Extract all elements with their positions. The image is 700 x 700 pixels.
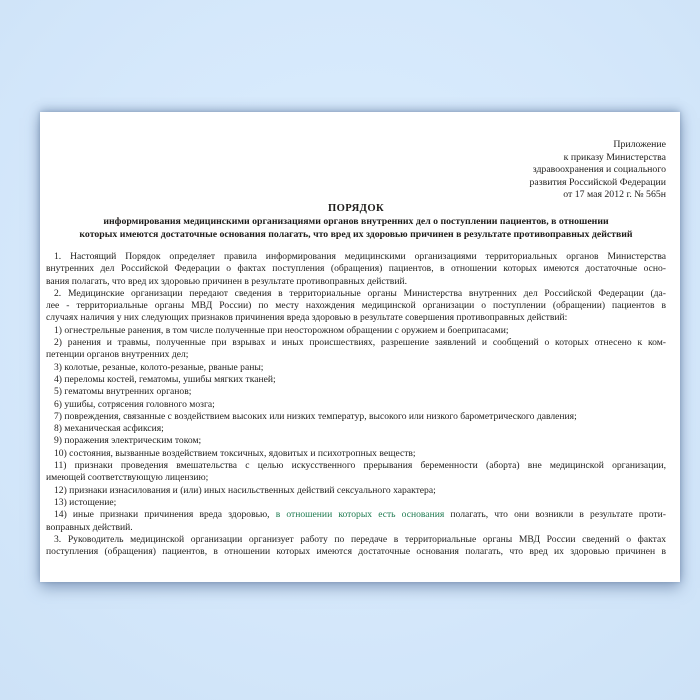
body-line	[46, 460, 666, 472]
body-line	[46, 362, 666, 374]
body-text: лее - территориальные органы МВД России) по месту нахождения медицинской организации о поступлении (обращении) пациентов в	[46, 300, 666, 312]
annex-block	[46, 139, 666, 202]
body-text: 13) истощение;	[54, 496, 117, 508]
body-text: случаях наличия у них следующих признаков причинения вреда здоровью в результате совершения противоправных действий:	[46, 312, 568, 324]
body-line	[46, 497, 666, 509]
body-line	[46, 534, 666, 546]
body-line	[46, 325, 666, 337]
body-line	[46, 263, 666, 275]
body-line	[46, 300, 666, 312]
annex-line: развития Российской Федерации	[529, 176, 666, 188]
body-text: 9) поражения электрическим током;	[54, 435, 202, 447]
document-body	[46, 251, 666, 558]
body-line	[46, 522, 666, 534]
body-text: 2) ранения и травмы, полученные при взрывах и иных происшествиях, разрешение заявлений и сообщений о которых отнесено к ком-	[54, 337, 666, 349]
document-subtitle	[46, 215, 666, 241]
subtitle-line: которых имеются достаточные основания полагать, что вред их здоровью причинен в результате противоправных действий	[79, 228, 633, 240]
body-text: 1) огнестрельные ранения, в том числе полученные при неосторожном обращении с оружием и боеприпасами;	[54, 324, 509, 336]
document-page	[40, 112, 680, 582]
body-text: воправных действий.	[46, 521, 133, 533]
body-text: 1. Настоящий Порядок определяет правила информирования медицинскими организациями территориальных органов Министерства	[54, 250, 666, 262]
body-line	[46, 546, 666, 558]
body-line	[46, 312, 666, 324]
subtitle-line: информирования медицинскими организациями органов внутренних дел о поступлении пациентов, в отношении	[103, 215, 609, 227]
annex-line: здравоохранения и социального	[532, 164, 666, 176]
body-line	[46, 349, 666, 361]
body-text: полагать, что они возникли в результате проти-	[444, 509, 666, 521]
body-text: 14) иные признаки причинения вреда здоровью,	[54, 509, 276, 521]
body-line	[46, 509, 666, 521]
body-text: внутренних дел Российской Федерации о фактах поступления (обращения) пациентов, в отношении которых имеются достаточные осно-	[46, 263, 666, 275]
body-text: 12) признаки изнасилования и (или) иных насильственных действий сексуального характера;	[54, 484, 436, 496]
body-line	[46, 485, 666, 497]
body-line	[46, 435, 666, 447]
body-line	[46, 423, 666, 435]
document-heading: ПОРЯДОК	[327, 202, 385, 214]
annex-line: к приказу Министерства	[563, 151, 666, 163]
body-line	[46, 374, 666, 386]
body-text: 2. Медицинские организации передают сведения в территориальные органы Министерства внутренних дел Российской Федерации (да-	[54, 287, 666, 299]
body-line	[46, 448, 666, 460]
body-line	[46, 472, 666, 484]
body-line	[46, 251, 666, 263]
body-text: 8) механическая асфиксия;	[54, 423, 164, 435]
body-text: 5) гематомы внутренних органов;	[54, 386, 192, 398]
body-text: 6) ушибы, сотрясения головного мозга;	[54, 398, 215, 410]
body-line	[46, 411, 666, 423]
body-text: 7) повреждения, связанные с воздействием высоких или низких температур, высокого или низкого барометрического давления;	[54, 410, 577, 422]
body-text: имеющей соответствующую лицензию;	[46, 472, 209, 484]
body-line	[46, 399, 666, 411]
body-line	[46, 337, 666, 349]
body-text: 10) состояния, вызванные воздействием токсичных, ядовитых и психотропных веществ;	[54, 447, 416, 459]
body-text: 4) переломы костей, гематомы, ушибы мягких тканей;	[54, 373, 276, 385]
highlighted-text: в отношении которых есть основания	[275, 509, 445, 521]
body-text: вания полагать, что вред их здоровью причинен в результате противоправных действий.	[46, 275, 407, 287]
annex-line: от 17 мая 2012 г. № 565н	[563, 189, 666, 201]
body-text: петенции органов внутренних дел;	[46, 349, 189, 361]
body-line	[46, 386, 666, 398]
annex-line: Приложение	[613, 139, 666, 150]
body-text: 3) колотые, резаные, колото-резаные, рваные раны;	[54, 361, 264, 373]
body-text: 11) признаки проведения вмешательства с целью искусственного прерывания беременности (аборта) вне медицинской организации,	[54, 460, 666, 472]
body-line	[46, 288, 666, 300]
body-line	[46, 276, 666, 288]
body-text: 3. Руководитель медицинской организации организует работу по передаче в территориальные органы МВД России сведений о фактах	[54, 533, 666, 545]
body-text: поступления (обращения) пациентов, в отношении которых имеются достаточные основания полагать, что вред их здоровью причинен в	[46, 546, 666, 558]
